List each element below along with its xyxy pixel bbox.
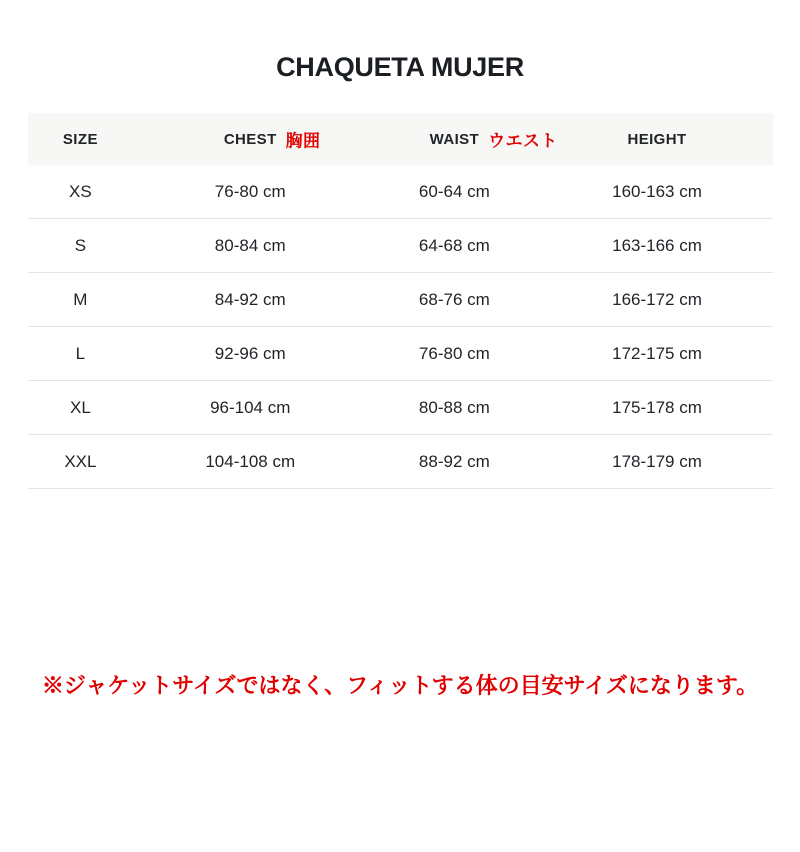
cell-xs-size: XS [28, 165, 134, 219]
cell-xxl-height: 178-179 cm [542, 435, 773, 489]
fit-note: ※ジャケットサイズではなく、フィットする体の目安サイズになります。 [41, 673, 759, 698]
column-label-chest: CHEST [223, 130, 277, 148]
cell-s-size: S [28, 219, 134, 273]
page-title: CHAQUETA MUJER [276, 52, 524, 82]
cell-s-height: 163-166 cm [542, 219, 773, 273]
cell-m-height: 166-172 cm [542, 273, 773, 327]
column-label-waist: WAIST [429, 130, 480, 148]
cell-l-chest: 92-96 cm [133, 327, 367, 381]
column-label-chest-ja: 胸囲 [285, 131, 321, 151]
cell-xxl-chest: 104-108 cm [133, 435, 367, 489]
row-s [28, 219, 773, 273]
cell-xl-chest: 96-104 cm [133, 381, 367, 435]
cell-xl-waist: 80-88 cm [367, 381, 541, 435]
cell-xxl-size: XXL [28, 435, 134, 489]
cell-l-height: 172-175 cm [542, 327, 773, 381]
cell-xs-waist: 60-64 cm [367, 165, 541, 219]
cell-m-waist: 68-76 cm [367, 273, 541, 327]
column-header-waist [367, 113, 558, 165]
cell-m-chest: 84-92 cm [133, 273, 367, 327]
column-label-height: HEIGHT [627, 130, 687, 148]
row-xl [28, 381, 773, 435]
cell-xxl-waist: 88-92 cm [367, 435, 541, 489]
row-m [28, 273, 773, 327]
column-header-size [28, 113, 134, 165]
cell-xl-height: 175-178 cm [542, 381, 773, 435]
row-xs [28, 165, 773, 219]
cell-s-chest: 80-84 cm [133, 219, 367, 273]
cell-s-waist: 64-68 cm [367, 219, 541, 273]
row-l [28, 327, 773, 381]
cell-l-size: L [28, 327, 134, 381]
size-chart-page [0, 52, 800, 701]
cell-l-waist: 76-80 cm [367, 327, 541, 381]
cell-xs-chest: 76-80 cm [133, 165, 367, 219]
cell-xs-height: 160-163 cm [542, 165, 773, 219]
cell-m-size: M [28, 273, 134, 327]
cell-xl-size: XL [28, 381, 134, 435]
table-header-row [28, 113, 773, 165]
column-header-height [542, 113, 773, 165]
column-header-chest [133, 113, 367, 165]
size-chart-table [28, 113, 773, 489]
row-xxl [28, 435, 773, 489]
column-label-size: SIZE [62, 130, 98, 148]
column-label-waist-ja: ウエスト [488, 131, 558, 151]
